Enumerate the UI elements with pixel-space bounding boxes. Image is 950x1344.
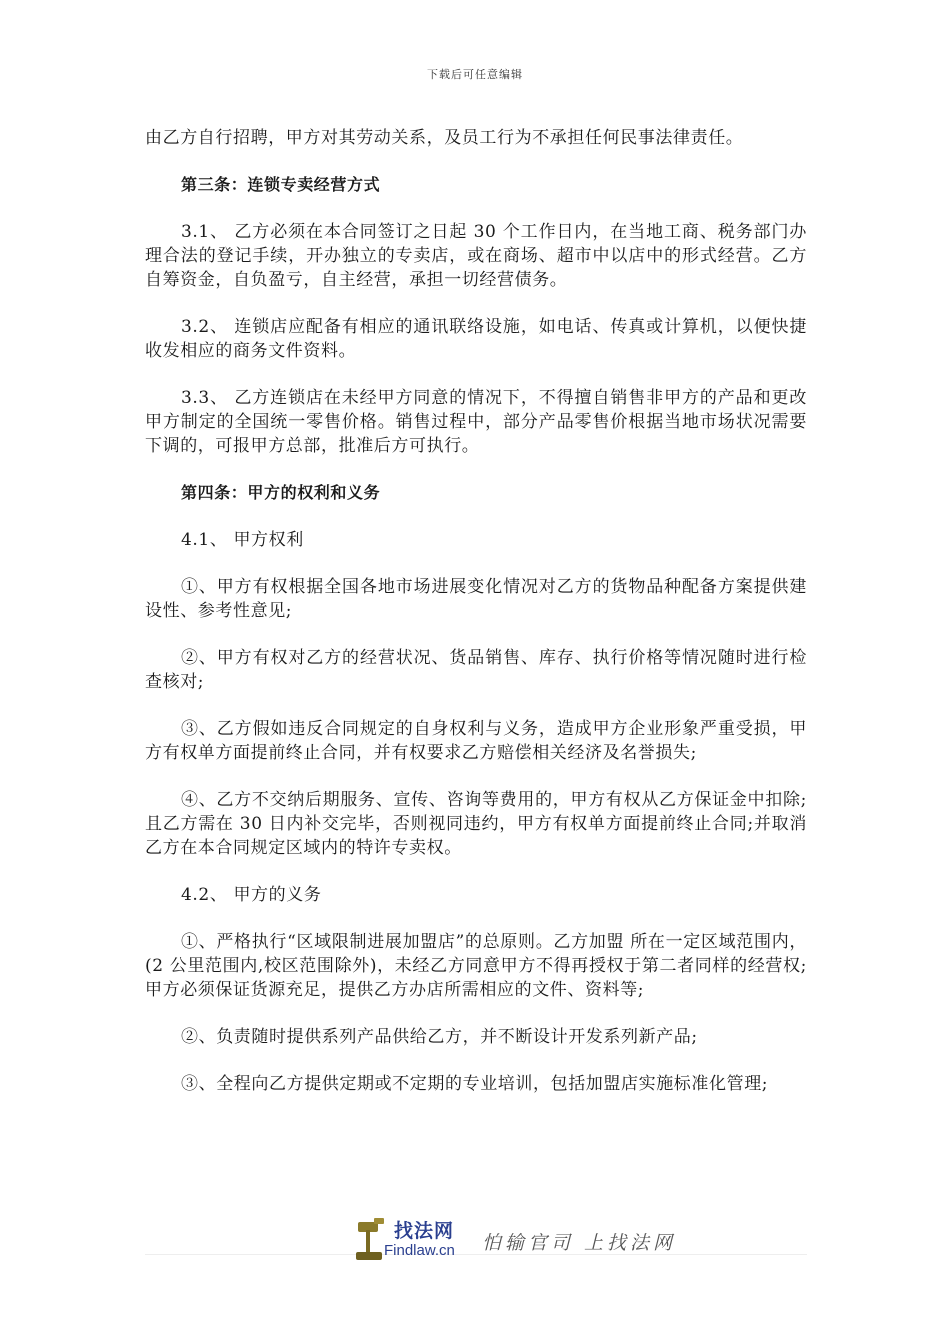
- section-heading: 第四条：甲方的权利和义务: [181, 483, 381, 502]
- slogan: 怕输官司 上找法网: [482, 1232, 677, 1254]
- document-body: [145, 126, 807, 1119]
- list-item: ③、乙方假如违反合同规定的自身权利与义务，造成甲方企业形象严重受损，甲方有权单方面提前终止合同，并有权要求乙方赔偿相关经济及名誉损失;: [145, 719, 807, 763]
- subsection-heading: 4.2、 甲方的义务: [181, 885, 322, 905]
- list-item: ③、全程向乙方提供定期或不定期的专业培训，包括加盟店实施标准化管理;: [181, 1074, 769, 1094]
- paragraph: 由乙方自行招聘，甲方对其劳动关系，及员工行为不承担任何民事法律责任。: [145, 128, 744, 148]
- footer-logo: [350, 1212, 710, 1272]
- gavel-icon: [354, 1214, 388, 1264]
- list-item: ②、甲方有权对乙方的经营状况、货品销售、库存、执行价格等情况随时进行检查核对;: [145, 648, 807, 692]
- header-note: 下载后可任意编辑: [427, 68, 523, 81]
- logo-text-en: Findlaw.cn: [384, 1242, 455, 1259]
- subsection-heading: 4.1、 甲方权利: [181, 530, 304, 550]
- section-heading: 第三条：连锁专卖经营方式: [181, 175, 381, 194]
- list-item: ①、严格执行“区域限制进展加盟店”的总原则。乙方加盟 所在一定区域范围内，(2 公里范围内,校区范围除外)，未经乙方同意甲方不得再授权于第二者同样的经营权;甲方必须保证货源充足，提供乙方办店所需相应的文件、资料等;: [145, 932, 807, 1000]
- list-item: ④、乙方不交纳后期服务、宣传、咨询等费用的，甲方有权从乙方保证金中扣除;且乙方需在 30 日内补交完毕，否则视同违约，甲方有权单方面提前终止合同;并取消乙方在本合同规定区域内的特许专卖权。: [145, 790, 807, 858]
- paragraph: 3.2、 连锁店应配备有相应的通讯联络设施，如电话、传真或计算机，以便快捷收发相应的商务文件资料。: [145, 317, 807, 361]
- logo-text-cn: 找法网: [394, 1220, 455, 1242]
- list-item: ②、负责随时提供系列产品供给乙方，并不断设计开发系列新产品;: [181, 1027, 698, 1047]
- paragraph: 3.3、 乙方连锁店在未经甲方同意的情况下，不得擅自销售非甲方的产品和更改甲方制定的全国统一零售价格。销售过程中，部分产品零售价根据当地市场状况需要下调的，可报甲方总部，批准后方可执行。: [145, 388, 807, 456]
- list-item: ①、甲方有权根据全国各地市场进展变化情况对乙方的货物品种配备方案提供建设性、参考性意见;: [145, 577, 807, 621]
- paragraph: 3.1、 乙方必须在本合同签订之日起 30 个工作日内，在当地工商、税务部门办理合法的登记手续，开办独立的专卖店，或在商场、超市中以店中的形式经营。乙方自筹资金，自负盈亏，自主经营，承担一切经营债务。: [145, 222, 807, 290]
